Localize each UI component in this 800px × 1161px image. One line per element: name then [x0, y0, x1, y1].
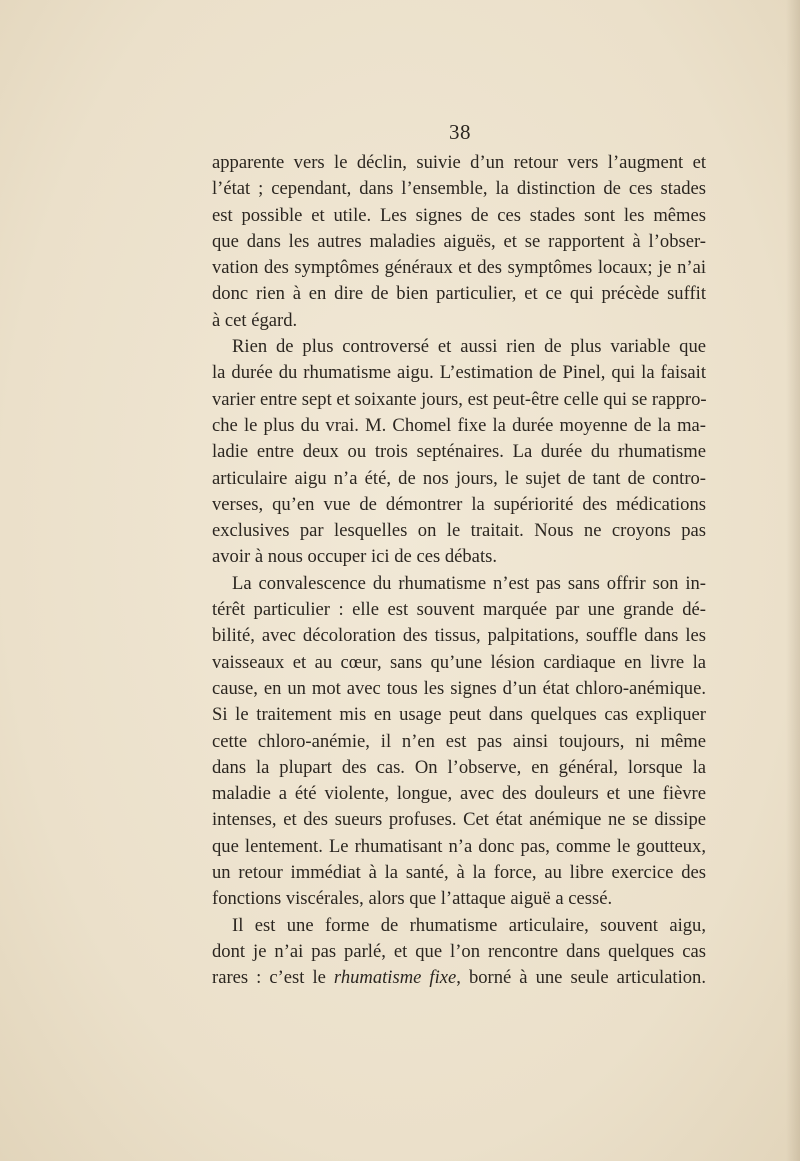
- text-line: que lentement. Le rhumatisant n’a donc pas, comme le goutteux,: [212, 835, 706, 857]
- text-line: térêt particulier : elle est souvent marquée par une grande dé-: [212, 599, 706, 621]
- text-line: varier entre sept et soixante jours, est peut-être celle qui se rappro-: [212, 388, 707, 410]
- text-line: La convalescence du rhumatisme n’est pas sans offrir son in-: [232, 572, 706, 594]
- text-line: dont je n’ai pas parlé, et que l’on rencontre dans quelques cas: [212, 940, 706, 962]
- body-text: [212, 150, 706, 992]
- text-line: maladie a été violente, longue, avec des douleurs et une fièvre: [212, 783, 706, 805]
- text-line: dans la plupart des cas. On l’observe, en général, lorsque la: [212, 756, 706, 778]
- final-line-end: , borné à une seule articulation.: [456, 967, 707, 989]
- text-line: à cet égard.: [212, 309, 298, 331]
- text-line: Il est une forme de rhumatisme articulaire, souvent aigu,: [232, 914, 706, 936]
- text-line: Si le traitement mis en usage peut dans quelques cas expliquer: [212, 704, 706, 726]
- text-line: un retour immédiat à la santé, à la force, au libre exercice des: [212, 862, 706, 884]
- text-line: verses, qu’en vue de démontrer la supériorité des médications: [212, 493, 706, 515]
- text-line: ladie entre deux ou trois septénaires. La durée du rhumatisme: [212, 441, 706, 463]
- final-line-start: rares : c’est le: [212, 967, 334, 989]
- text-line: fonctions viscérales, alors que l’attaque aiguë a cessé.: [212, 888, 613, 910]
- text-line-final: [212, 965, 706, 991]
- text-line: la durée du rhumatisme aigu. L’estimation de Pinel, qui la faisait: [212, 362, 706, 384]
- text-line: avoir à nous occuper ici de ces débats.: [212, 546, 497, 568]
- text-line: que dans les autres maladies aiguës, et se rapportent à l’obser-: [212, 230, 706, 252]
- italic-term: rhumatisme fixe: [333, 967, 457, 989]
- page-edge-shadow: [786, 0, 800, 1161]
- text-line: cette chloro-anémie, il n’en est pas ainsi toujours, ni même: [212, 730, 706, 752]
- text-line: cause, en un mot avec tous les signes d’un état chloro-anémique.: [212, 677, 706, 699]
- text-line: apparente vers le déclin, suivie d’un retour vers l’augment et: [212, 152, 706, 173]
- text-line: vation des symptômes généraux et des symptômes locaux; je n’ai: [212, 257, 706, 279]
- text-line: articulaire aigu n’a été, de nos jours, le sujet de tant de contro-: [212, 467, 706, 489]
- page-number: 38: [449, 120, 471, 144]
- text-line: l’état ; cependant, dans l’ensemble, la distinction de ces stades: [212, 178, 706, 200]
- text-line: bilité, avec décoloration des tissus, palpitations, souffle dans les: [212, 625, 706, 647]
- text-line: vaisseaux et au cœur, sans qu’une lésion cardiaque en livre la: [212, 651, 706, 673]
- text-line: donc rien à en dire de bien particulier, et ce qui précède suffit: [212, 283, 706, 305]
- text-line: est possible et utile. Les signes de ces stades sont les mêmes: [212, 204, 706, 226]
- text-line: che le plus du vrai. M. Chomel fixe la durée moyenne de la ma-: [212, 414, 706, 436]
- text-line: intenses, et des sueurs profuses. Cet état anémique ne se dissipe: [212, 809, 706, 831]
- text-line: exclusives par lesquelles on le traitait. Nous ne croyons pas: [212, 520, 706, 542]
- text-line: Rien de plus controversé et aussi rien de plus variable que: [232, 336, 706, 358]
